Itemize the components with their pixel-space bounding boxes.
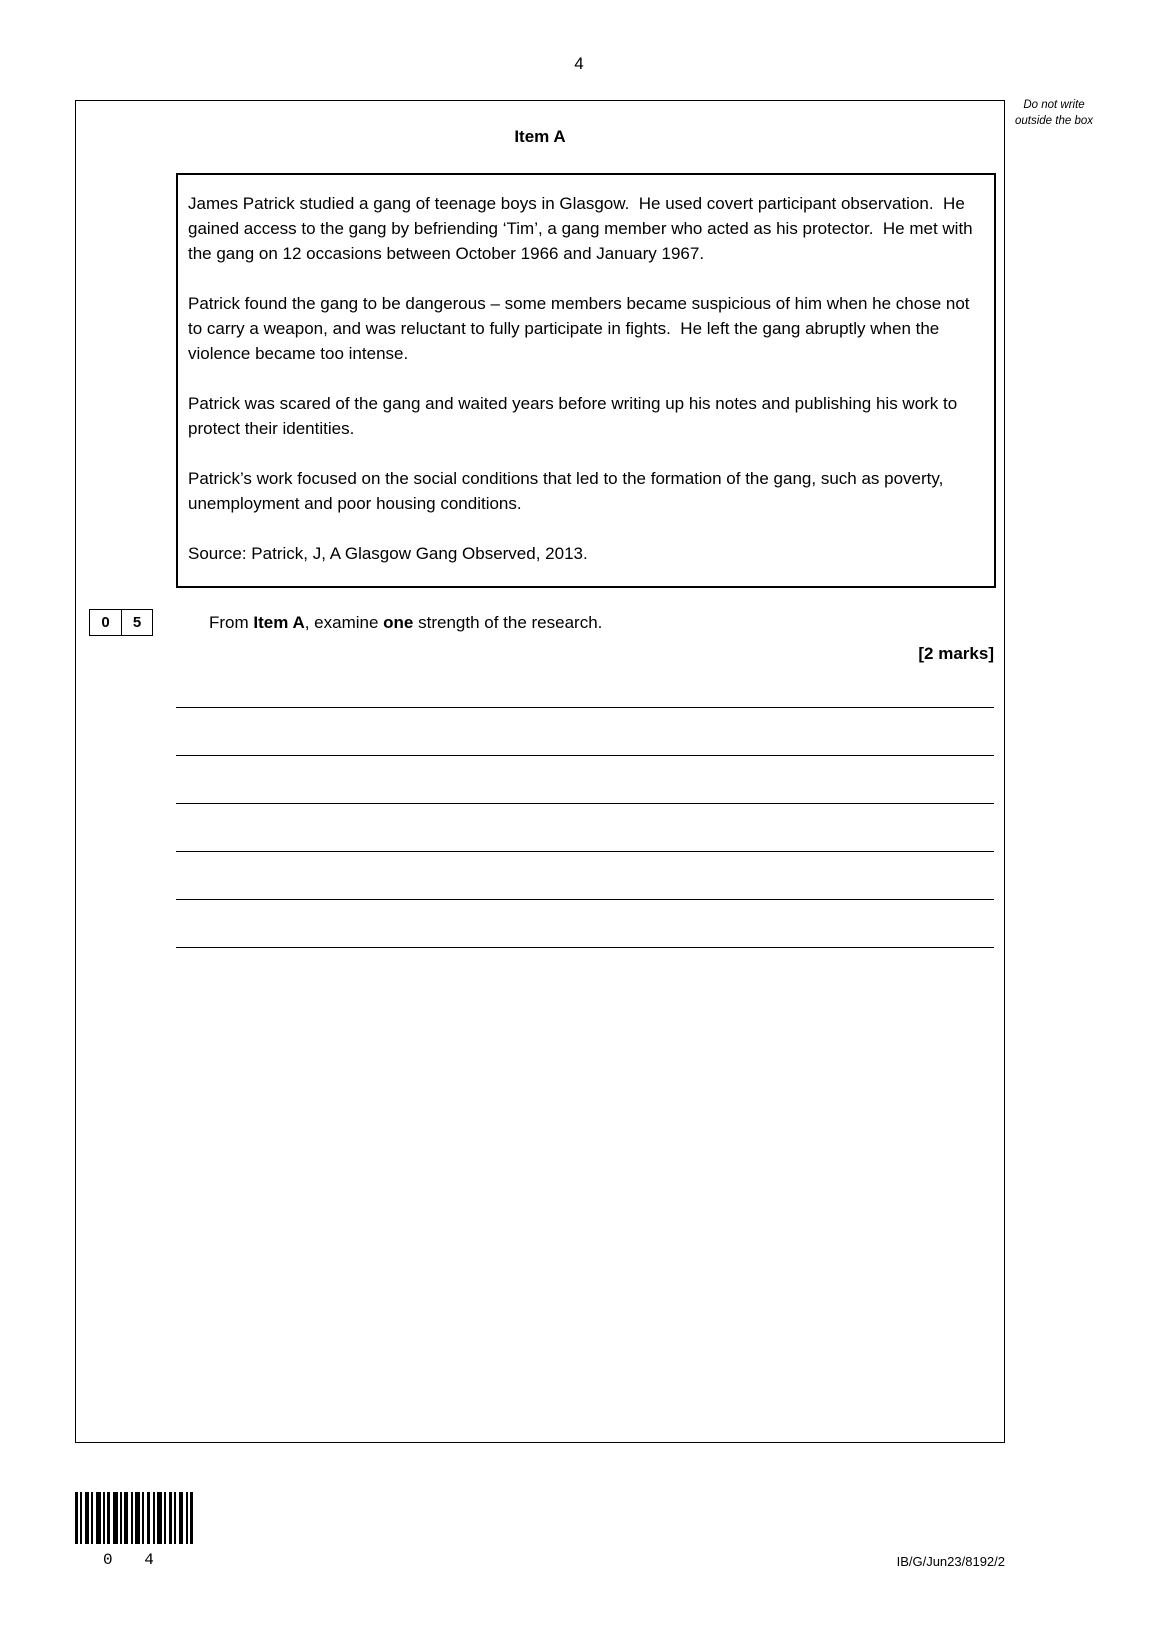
question-number-box: [89, 609, 153, 636]
question-text-bold: Item A: [253, 613, 305, 632]
answer-line[interactable]: [176, 804, 994, 852]
page-number: 4: [574, 54, 584, 73]
question-area-box: [75, 100, 1005, 1443]
answer-line[interactable]: [176, 900, 994, 948]
answer-lines: [176, 660, 994, 948]
question-text-part: , examine: [304, 613, 384, 632]
do-not-write-note: Do not write outside the box: [1014, 99, 1093, 127]
paper-reference: IB/G/Jun23/8192/2: [896, 1554, 1005, 1569]
answer-line[interactable]: [176, 660, 994, 708]
item-a-paragraph: Patrick found the gang to be dangerous – some members became suspicious of him when he chose not to carry a weapon, and was reluctant to fully participate in fights. He left the gang abruptly when the violence became too intense.: [188, 294, 975, 363]
question-text: [209, 609, 602, 636]
item-a-source-box: [176, 173, 996, 588]
question-number-digit: 0: [101, 614, 110, 631]
marks-label: [2 marks]: [918, 644, 994, 663]
answer-line[interactable]: [176, 756, 994, 804]
question-text-part: From: [209, 613, 254, 632]
question-text-part: strength of the research.: [413, 613, 603, 632]
barcode-label: 0 4: [103, 1551, 154, 1569]
item-a-paragraph: James Patrick studied a gang of teenage boys in Glasgow. He used covert participant observation. He gained access to the gang by befriending ‘Tim’, a gang member who acted as his protector. He met with the gang on 12 occasions between October 1966 and January 1967.: [188, 194, 978, 263]
answer-line[interactable]: [176, 852, 994, 900]
question-row: [89, 609, 994, 636]
item-a-paragraph: Patrick was scared of the gang and waited years before writing up his notes and publishing his work to protect their identities.: [188, 394, 962, 438]
barcode-block: [75, 1492, 195, 1569]
question-number-digit: 5: [121, 610, 152, 635]
item-a-title: Item A: [514, 127, 566, 146]
item-a-source-line: Source: Patrick, J, A Glasgow Gang Observed, 2013.: [188, 544, 588, 563]
item-a-paragraph: Patrick’s work focused on the social conditions that led to the formation of the gang, such as poverty, unemployment and poor housing conditions.: [188, 469, 949, 513]
answer-line[interactable]: [176, 708, 994, 756]
question-text-bold: one: [383, 613, 414, 632]
barcode: [75, 1492, 193, 1544]
